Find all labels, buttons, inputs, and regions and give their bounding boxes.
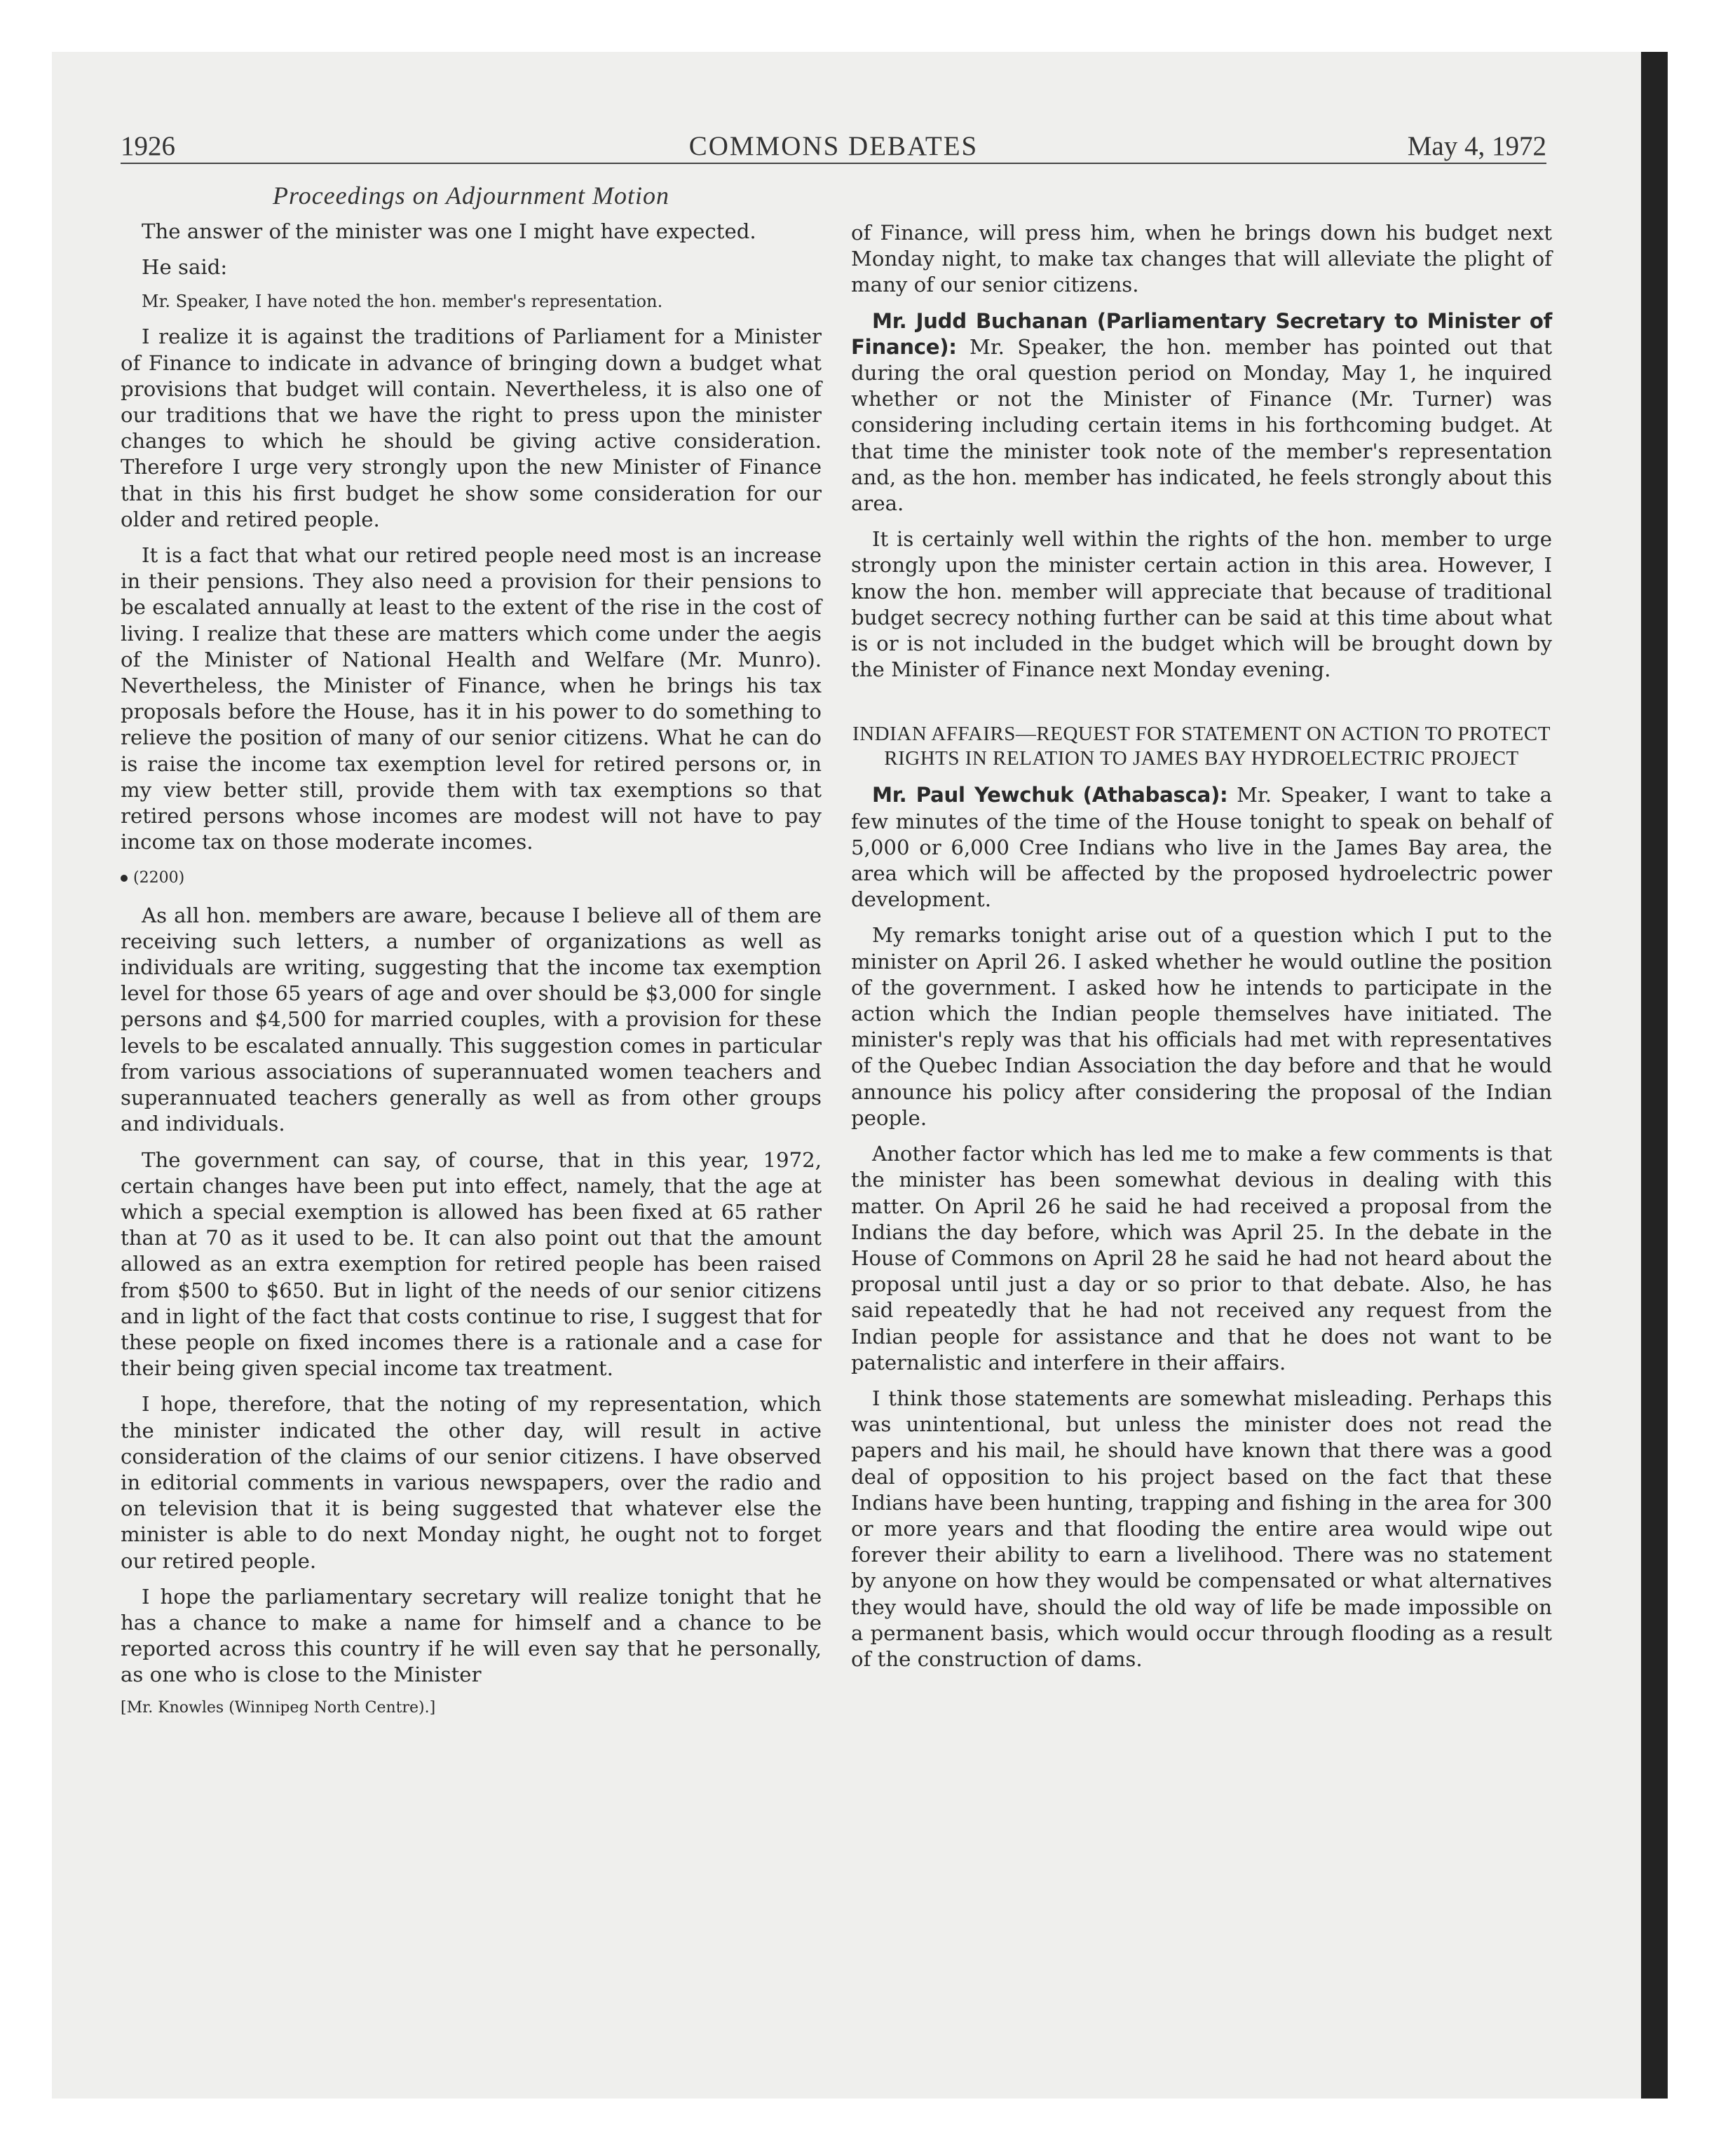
paragraph: I hope, therefore, that the noting of my representation, which the minister indicated the other day, will result in active consideration of the claims of our senior citizens. I have observed in editorial comments in various newspapers, over the radio and on television that it is being suggested that whatever else the minister is able to do next Monday night, he ought not to forget our retired people. bbox=[121, 1392, 822, 1573]
speech-text: Mr. Speaker, I want to take a few minutes of the time of the House tonight to speak on behalf of 5,000 or 6,000 Cree Indians who live in the James Bay area, the area which will be affected by the proposed hydroelectric power development. bbox=[851, 783, 1552, 912]
paragraph: I hope the parliamentary secretary will realize tonight that he has a chance to make a name for himself and a chance to be reported across this country if he will even say that he personally, as one who is close to the Minister bbox=[121, 1584, 822, 1687]
paragraph: The answer of the minister was one I might have expected. bbox=[142, 219, 756, 243]
page-header bbox=[121, 130, 1546, 164]
section-heading: INDIAN AFFAIRS—REQUEST FOR STATEMENT ON ACTION TO PROTECT RIGHTS IN RELATION TO JAMES BAY HYDROELECTRIC PROJECT bbox=[852, 723, 1551, 770]
speaker-footnote: [Mr. Knowles (Winnipeg North Centre).] bbox=[121, 1698, 436, 1717]
speaker-name: Mr. Judd Buchanan (Parliamentary Secretary to Minister of Finance): bbox=[851, 308, 1552, 359]
paragraph: It is a fact that what our retired people need most is an increase in their pensions. They also need a provision for their pensions to be escalated annually at least to the extent of the rise in the cost of living. I realize that these are matters which come under the aegis of the Minister of National Health and Welfare (Mr. Munro). Nevertheless, the Minister of Finance, when he brings his tax proposals before the House, has it in his power to do something to relieve the position of many of our senior citizens. What he can do is raise the income tax exemption level for retired persons or, in my view better still, provide them with tax exemptions so that retired persons whose incomes are modest will not have to pay income tax on those moderate incomes. bbox=[121, 543, 822, 854]
time-marker bbox=[121, 865, 822, 891]
paragraph: It is certainly well within the rights of the hon. member to urge strongly upon the minister certain action in this area. However, I know the hon. member will appreciate that because of traditional budget secrecy nothing further can be said at this time about what is or is not included in the budget which will be brought down by the Minister of Finance next Monday evening. bbox=[851, 527, 1552, 682]
speech-text: Mr. Speaker, the hon. member has pointed out that during the oral question period on Monday, May 1, he inquired whether or not the Minister of Finance (Mr. Turner) was considering including certain items in his forthcoming budget. At that time the minister took note of the member's representation and, as the hon. member has indicated, he feels strongly about this area. bbox=[851, 334, 1552, 516]
right-column bbox=[851, 220, 1552, 1682]
paragraph: I realize it is against the traditions of Parliament for a Minister of Finance to indicate in advance of bringing down a budget what provisions that budget will contain. Nevertheless, it is also one of our traditions that we have the right to press upon the minister changes to which he should be giving active consideration. Therefore I urge very strongly upon the new Minister of Finance that in this his first budget he show some consideration for our older and retired people. bbox=[121, 325, 822, 531]
running-head: Proceedings on Adjournment Motion bbox=[273, 182, 669, 210]
bullet-icon bbox=[121, 875, 128, 882]
page-date: May 4, 1972 bbox=[1407, 131, 1546, 161]
paragraph: I think those statements are somewhat misleading. Perhaps this was unintentional, but unless the minister does not read the papers and his mail, he should have known that there was a good deal of opposition to his project based on the fact that these Indians have been hunting, trapping and fishing in the area for 300 or more years and that flooding the entire area would wipe out forever their ability to earn a livelihood. There was no statement by anyone on how they would be compensated or what alternatives they would have, should the old way of life be made impossible on a permanent basis, which would occur through flooding as a result of the construction of dams. bbox=[851, 1386, 1552, 1671]
time-marker-label: (2200) bbox=[133, 869, 185, 887]
speaker-name: Mr. Paul Yewchuk (Athabasca): bbox=[872, 783, 1228, 807]
speech-paragraph bbox=[851, 308, 1552, 517]
quoted-reply: Mr. Speaker, I have noted the hon. member's representation. bbox=[142, 292, 663, 312]
paragraph: The government can say, of course, that in this year, 1972, certain changes have been put into effect, namely, that the age at which a special exemption is allowed has been fixed at 65 rather than at 70 as it used to be. It can also point out that the amount allowed as an extra exemption for retired people has been raised from $500 to $650. But in light of the needs of our senior citizens and in light of the fact that costs continue to rise, I suggest that for these people on fixed incomes there is a rationale and a case for their being given special income tax treatment. bbox=[121, 1147, 822, 1381]
left-column bbox=[121, 219, 822, 1718]
paragraph: Another factor which has led me to make a few comments is that the minister has been somewhat devious in dealing with this matter. On April 26 he said he had received a proposal from the Indians the day before, which was April 25. In the debate in the House of Commons on April 28 he said he had not heard about the proposal until just a day or so prior to that debate. Also, he has said repeatedly that he had not received any request from the Indian people for assistance and that he does not want to be paternalistic and interfere in their affairs. bbox=[851, 1142, 1552, 1374]
scan-edge-bar bbox=[1641, 52, 1668, 2099]
paragraph: My remarks tonight arise out of a question which I put to the minister on April 26. I asked whether he would outline the position of the government. I asked how he intends to participate in the action which the Indian people themselves have initiated. The minister's reply was that his officials had met with representatives of the Quebec Indian Association the day before and that he would announce his policy after considering the proposal of the Indian people. bbox=[851, 923, 1552, 1130]
publication-title: COMMONS DEBATES bbox=[688, 131, 979, 161]
page-number: 1926 bbox=[121, 131, 175, 161]
paragraph: of Finance, will press him, when he brings down his budget next Monday night, to make tax changes that will alleviate the plight of many of our senior citizens. bbox=[851, 221, 1552, 297]
paragraph: He said: bbox=[142, 255, 228, 280]
speech-paragraph bbox=[851, 782, 1552, 913]
paragraph: As all hon. members are aware, because I believe all of them are receiving such letters, a number of organizations as well as individuals are writing, suggesting that the income tax exemption level for those 65 years of age and over should be $3,000 for single persons and $4,500 for married couples, with a provision for these levels to be escalated annually. This suggestion comes in particular from various associations of superannuated women teachers and superannuated teachers generally as well as from other groups and individuals. bbox=[121, 903, 822, 1136]
